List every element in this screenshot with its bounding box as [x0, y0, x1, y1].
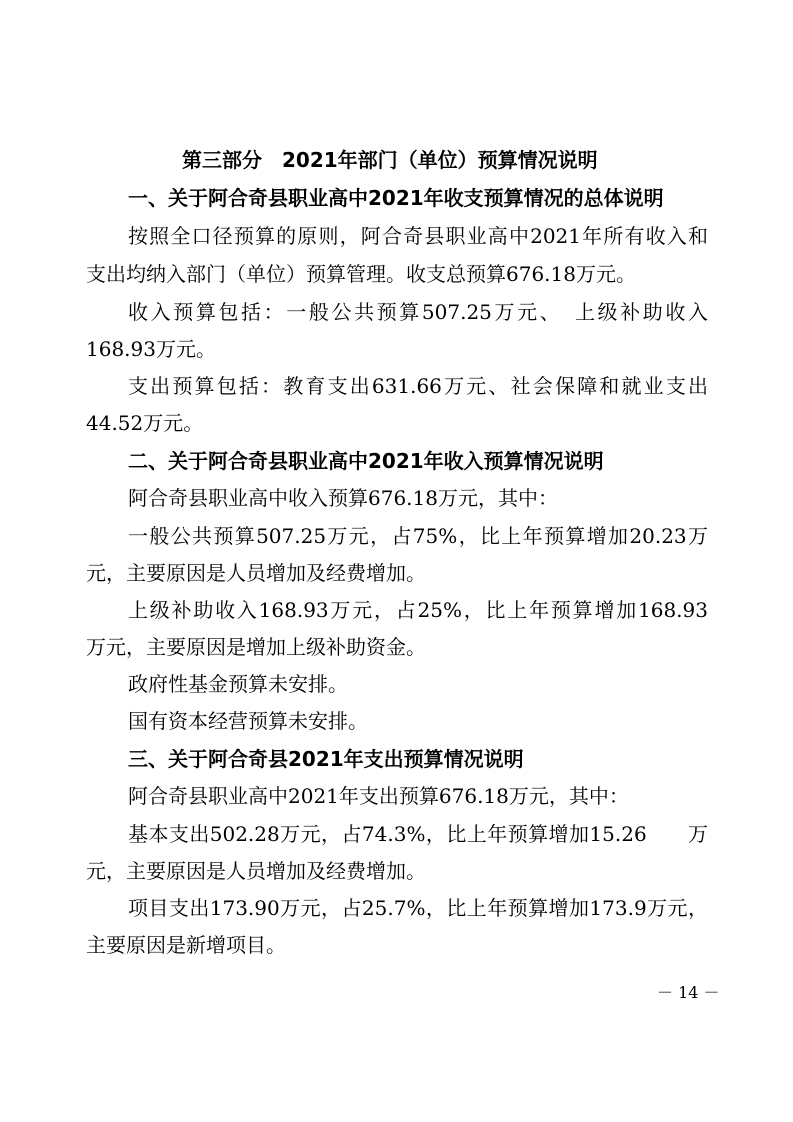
section2-para3-line2: 万元，主要原因是增加上级补助资金。 — [86, 635, 426, 659]
section2-para1: 阿合奇县职业高中收入预算676.18万元，其中： — [128, 486, 558, 510]
section3-para3-line1: 项目支出173.90万元，占25.7%，比上年预算增加173.9万元， — [128, 896, 708, 920]
section1-para1-line1: 按照全口径预算的原则，阿合奇县职业高中2021年所有收入和 — [128, 224, 708, 248]
section2-para4: 政府性基金预算未安排。 — [128, 672, 348, 696]
section3-para2-line2: 元，主要原因是人员增加及经费增加。 — [86, 859, 426, 883]
section3-para3-line2: 主要原因是新增项目。 — [86, 933, 286, 957]
section1-heading: 一、关于阿合奇县职业高中2021年收支预算情况的总体说明 — [128, 186, 664, 210]
section2-para5: 国有资本经营预算未安排。 — [128, 709, 368, 733]
section2-para2-line1: 一般公共预算507.25万元，占75%，比上年预算增加20.23万 — [128, 524, 708, 548]
section1-para2-line2: 168.93万元。 — [86, 337, 216, 361]
section2-para2-line2: 元，主要原因是人员增加及经费增加。 — [86, 561, 426, 585]
section3-heading: 三、关于阿合奇县2021年支出预算情况说明 — [128, 747, 524, 771]
section3-para2-line1: 基本支出502.28万元，占74.3%，比上年预算增加15.26 万 — [128, 822, 708, 846]
section2-heading: 二、关于阿合奇县职业高中2021年收入预算情况说明 — [128, 449, 604, 473]
section1-para2-line1: 收入预算包括：一般公共预算507.25万元、 上级补助收入 — [128, 300, 708, 324]
document-title: 第三部分 2021年部门（单位）预算情况说明 — [182, 148, 598, 172]
section1-para3-line1: 支出预算包括：教育支出631.66万元、社会保障和就业支出 — [128, 374, 708, 398]
section1-para1-line2: 支出均纳入部门（单位）预算管理。收支总预算676.18万元。 — [86, 262, 636, 286]
page-number: － 14 － — [657, 983, 720, 1002]
section2-para3-line1: 上级补助收入168.93万元，占25%，比上年预算增加168.93 — [128, 598, 708, 622]
section3-para1: 阿合奇县职业高中2021年支出预算676.18万元，其中： — [128, 784, 629, 808]
section1-para3-line2: 44.52万元。 — [86, 411, 204, 435]
